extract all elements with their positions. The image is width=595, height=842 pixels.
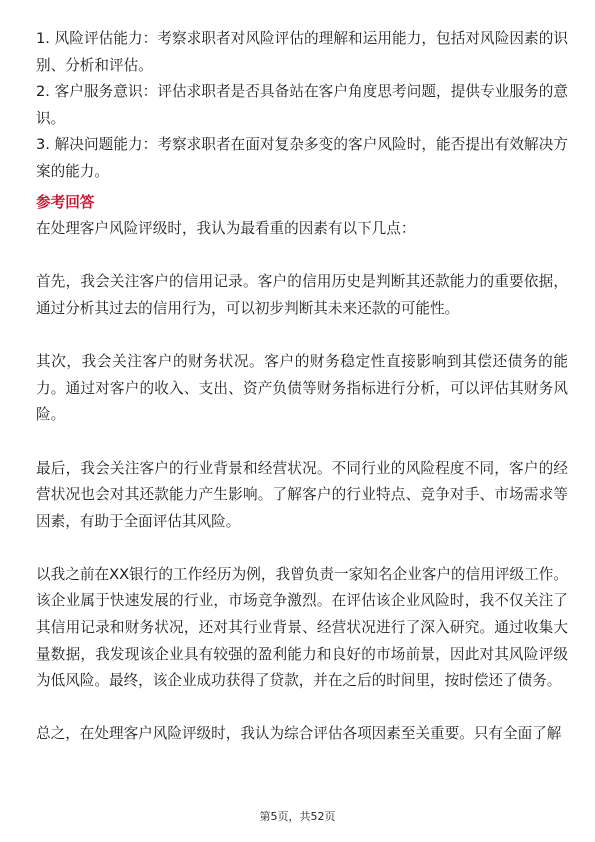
paragraph-financial-status: 其次，我会关注客户的财务状况。客户的财务稳定性直接影响到其偿还债务的能力。通过对客户的收入、支出、资产负债等财务指标进行分析，可以评估其财务风险。: [36, 353, 568, 424]
paragraph-industry-background: 最后，我会关注客户的行业背景和经营状况。不同行业的风险程度不同，客户的经营状况也会对其还款能力产生影响。了解客户的行业特点、竞争对手、市场需求等因素，有助于全面评估其风险。: [36, 459, 568, 530]
paragraph-gap: [36, 243, 568, 270]
answer-heading: 参考回答: [36, 193, 95, 211]
document-body: [36, 26, 568, 748]
paragraph-work-example: 以我之前在XX银行的工作经历为例，我曾负责一家知名企业客户的信用评级工作。该企业属于快速发展的行业，市场竞争激烈。在评估该企业风险时，我不仅关注了其信用记录和财务状况，还对其行业背景、经营状况进行了深入研究。通过收集大量数据，我发现该企业具有较强的盈利能力和良好的市场前景，因此对其风险评级为低风险。最终，该企业成功获得了贷款，并在之后的时间里，按时偿还了债务。: [36, 565, 568, 690]
answer-intro: 在处理客户风险评级时，我认为最看重的因素有以下几点：: [36, 220, 416, 238]
paragraph-conclusion: 总之，在处理客户风险评级时，我认为综合评估各项因素至关重要。只有全面了解: [36, 725, 562, 743]
paragraph-gap: [36, 695, 568, 722]
paragraph-gap: [36, 429, 568, 456]
list-item-customer-service: 2. 客户服务意识：评估求职者是否具备站在客户角度思考问题，提供专业服务的意识。: [36, 83, 568, 127]
paragraph-credit-record: 首先，我会关注客户的信用记录。客户的信用历史是判断其还款能力的重要依据，通过分析其过去的信用行为，可以初步判断其未来还款的可能性。: [36, 273, 568, 317]
list-item-risk-assessment: 1. 风险评估能力：考察求职者对风险评估的理解和运用能力，包括对风险因素的识别、分析和评估。: [36, 30, 568, 74]
paragraph-gap: [36, 323, 568, 350]
page-number: 第5页，共52页: [259, 810, 336, 823]
paragraph-gap: [36, 535, 568, 562]
list-item-problem-solving: 3. 解决问题能力：考察求职者在面对复杂多变的客户风险时，能否提出有效解决方案的能力。: [36, 136, 568, 180]
